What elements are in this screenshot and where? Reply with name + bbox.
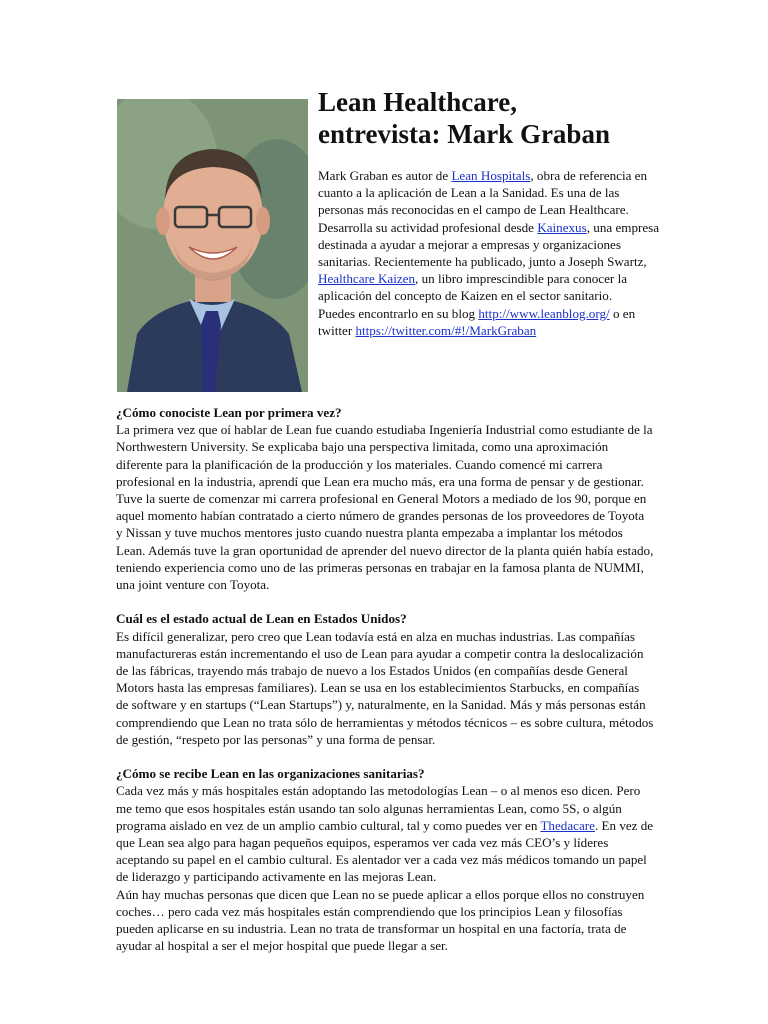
question-3: ¿Cómo se recibe Lean en las organizaciones sanitarias? — [116, 766, 425, 782]
answer-3-text-1: Cada vez más y más hospitales están adoptando las metodologías Lean – o al menos eso dicen. Pero me temo que esos hospitales están usando tan solo algunas herramientas Lean, como 5S, o algún programa aislado en vez de un amplio cambio cultural, tal y como puedes ver en — [116, 783, 641, 833]
answer-1: La primera vez que oí hablar de Lean fue cuando estudiaba Ingeniería Industrial como estudiante de la Northwestern University. Se explicaba bajo una perspectiva limitada, como una aproximación diferente para la planificación de la producción y los materiales. Cuando comencé mi carrera profesional en la industria, aprendí que Lean era mucho más, era una forma de pensar y de gestionar. Tuve la suerte de comenzar mi carrera profesional en General Motors a mediado de los 90, porque en aquel momento habían contratado a cierto número de grandes personas de los proveedores de Toyota y Nissan y tuve muchos mentores justo cuando nuestra planta empezaba a implantar los métodos Lean. Además tuve la gran oportunidad de aprender del nuevo director de la planta quién había estado, teniendo experiencia como uno de las primeras personas en trabajar en la famosa planta de NUMMI, una joint venture con Toyota. — [116, 422, 654, 593]
link-healthcare-kaizen[interactable]: Healthcare Kaizen — [318, 271, 416, 287]
link-lean-hospitals[interactable]: Lean Hospitals — [451, 168, 531, 183]
question-1: ¿Cómo conociste Lean por primera vez? — [116, 405, 342, 420]
interview-body — [116, 404, 654, 972]
intro-text-3: , una empresa destinada a ayudar a mejorar a empresas y organizaciones sanitarias. Recientemente ha publicado, junto a Joseph Swartz, — [318, 219, 660, 270]
answer-3-text-2: . En vez de que Lean sea algo para hagan pequeños equipos, esperamos ver cada vez más CEO’s y líderes aceptando su papel en el cambio cultural. Es alentador ver a cada vez más médicos tomando un papel de liderazgo y participando activamente en las mejoras Lean. — [116, 817, 654, 885]
answer-3-paragraph-2: Aún hay muchas personas que dicen que Lean no se puede aplicar a ellos porque ellos no construyen coches… pero cada vez más hospitales están comprendiendo que los principios Lean y filosofías pueden aplicarse en su industria. Lean no trata de transformar un hospital en una factoría, trata de ayudar al hospital a ser el mejor hospital que puede llegar a ser. — [116, 886, 645, 954]
portrait-illustration — [117, 99, 308, 392]
intro-text-1: Mark Graban es autor de — [318, 168, 452, 183]
qa-section-1 — [116, 404, 654, 593]
intro-text-5: Puedes encontrarlo en su blog — [318, 305, 479, 321]
intro-paragraph — [318, 167, 663, 339]
question-2: Cuál es el estado actual de Lean en Estados Unidos? — [116, 611, 407, 627]
answer-2: Es difícil generalizar, pero creo que Lean todavía está en alza en muchas industrias. Las compañías manufactureras están incrementando el uso de Lean para ayudar a competir contra la deslocalización de las fábricas, trayendo más trabajo de nuevo a los Estados Unidos (en compañías desde General Motors hasta las empresas familiares). Lean se usa en los establecimientos Starbucks, en compañías de software y en startups (“Lean Startups”) y, naturalmente, en la Sanidad. Más y más personas están comprendiendo que Lean no trata sólo de herramientas y métodos técnicos – es sobre cultura, métodos de gestión, “respeto por las personas” y una forma de pensar. — [116, 628, 654, 747]
title-line-1: Lean Healthcare, — [318, 87, 517, 117]
answer-3 — [116, 782, 654, 885]
link-twitter[interactable]: https://twitter.com/#!/MarkGraban — [355, 322, 537, 338]
author-photo — [117, 99, 308, 392]
title-line-2: entrevista: Mark Graban — [318, 119, 610, 149]
intro-text-2: , obra de referencia en cuanto a la aplicación de Lean a la Sanidad. Es una de las personas más reconocidas en el campo de Lean Healthcare. Desarrolla su actividad profesional desde — [318, 168, 648, 235]
article-title — [318, 86, 738, 150]
link-thedacare[interactable]: Thedacare — [540, 817, 595, 833]
intro-text-6: o en twitter — [318, 305, 636, 338]
link-kainexus[interactable]: Kainexus — [537, 219, 587, 235]
link-leanblog[interactable]: http://www.leanblog.org/ — [478, 305, 610, 321]
intro-text-4: , un libro imprescindible para conocer la aplicación del concepto de Kaizen en el sector sanitario. — [318, 271, 628, 304]
qa-section-2 — [116, 610, 654, 748]
qa-section-3 — [116, 765, 654, 954]
